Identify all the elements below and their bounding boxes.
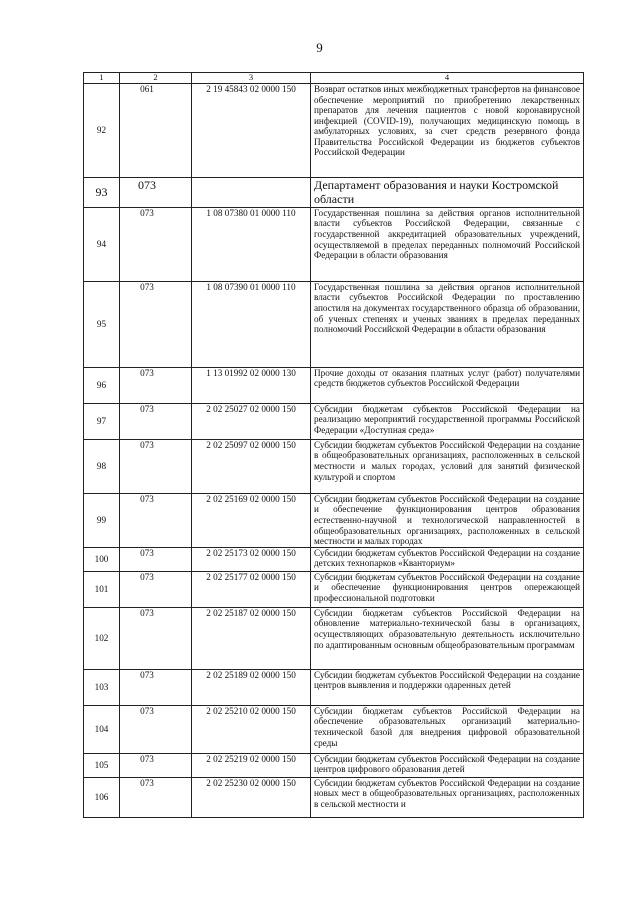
budget-classification-code: 1 08 07380 01 0000 110	[192, 207, 311, 281]
income-description: Субсидии бюджетам субъектов Российской Федерации на реализацию мероприятий государственной программы Российской Федерации «Доступная среда»	[311, 403, 584, 439]
budget-classification-code	[192, 178, 311, 208]
budget-classification-code: 2 02 25219 02 0000 150	[192, 753, 311, 777]
income-description: Возврат остатков иных межбюджетных трансфертов на финансовое обеспечение мероприятий по приобретению лекарственных препаратов для лечения пациентов с новой коронавирусной инфекцией (COVID-19), получающих медицинскую помощь в амбулаторных условиях, за счет средств резервного фонда Правительства Российской Федерации из бюджетов субъектов Российской Федерации	[311, 84, 584, 178]
admin-code: 073	[120, 777, 192, 817]
income-description: Субсидии бюджетам субъектов Российской Федерации на создание центров цифрового образования детей	[311, 753, 584, 777]
row-number: 104	[84, 705, 120, 753]
header-cell-4: 4	[311, 73, 584, 84]
table-row	[84, 777, 584, 817]
row-number: 99	[84, 493, 120, 547]
admin-code: 073	[120, 207, 192, 281]
table-row	[84, 705, 584, 753]
row-number: 103	[84, 669, 120, 705]
budget-classification-code: 2 02 25169 02 0000 150	[192, 493, 311, 547]
row-number: 106	[84, 777, 120, 817]
header-cell-1: 1	[84, 73, 120, 84]
revenue-codes-table	[83, 72, 584, 818]
budget-classification-code: 2 02 25177 02 0000 150	[192, 571, 311, 607]
table-row	[84, 84, 584, 178]
admin-code: 061	[120, 84, 192, 178]
table-row	[84, 439, 584, 493]
admin-code: 073	[120, 705, 192, 753]
income-description: Субсидии бюджетам субъектов Российской Федерации на создание и обеспечение функционирования центров образования естественно-научной и технологической направленностей в общеобразовательных организациях, расположенных в сельской местности и малых городах	[311, 493, 584, 547]
admin-code: 073	[120, 403, 192, 439]
admin-code: 073	[120, 367, 192, 403]
table-row	[84, 753, 584, 777]
row-number: 93	[84, 178, 120, 208]
budget-classification-code: 2 19 45843 02 0000 150	[192, 84, 311, 178]
row-number: 95	[84, 281, 120, 367]
row-number: 105	[84, 753, 120, 777]
budget-classification-code: 2 02 25187 02 0000 150	[192, 607, 311, 669]
budget-classification-code: 2 02 25173 02 0000 150	[192, 547, 311, 571]
admin-code: 073	[120, 439, 192, 493]
header-cell-2: 2	[120, 73, 192, 84]
budget-classification-code: 1 08 07390 01 0000 110	[192, 281, 311, 367]
table-row	[84, 207, 584, 281]
table-row	[84, 178, 584, 208]
table-row	[84, 493, 584, 547]
table-row	[84, 607, 584, 669]
table-row	[84, 547, 584, 571]
income-description: Субсидии бюджетам субъектов Российской Федерации на создание и обеспечение функционирования центров опережающей профессиональной подготовки	[311, 571, 584, 607]
header-cell-3: 3	[192, 73, 311, 84]
row-number: 100	[84, 547, 120, 571]
budget-classification-code: 1 13 01992 02 0000 130	[192, 367, 311, 403]
income-description: Субсидии бюджетам субъектов Российской Федерации на обеспечение образовательных организаций материально-технической базой для внедрения цифровой образовательной среды	[311, 705, 584, 753]
table-row	[84, 669, 584, 705]
admin-code: 073	[120, 281, 192, 367]
admin-code: 073	[120, 753, 192, 777]
admin-code: 073	[120, 547, 192, 571]
row-number: 96	[84, 367, 120, 403]
table-row	[84, 403, 584, 439]
row-number: 97	[84, 403, 120, 439]
income-description: Субсидии бюджетам субъектов Российской Федерации на создание центров выявления и поддержки одаренных детей	[311, 669, 584, 705]
row-number: 98	[84, 439, 120, 493]
income-description: Департамент образования и науки Костромской области	[311, 178, 584, 208]
admin-code: 073	[120, 607, 192, 669]
row-number: 94	[84, 207, 120, 281]
income-description: Субсидии бюджетам субъектов Российской Федерации на создание новых мест в общеобразовательных организациях, расположенных в сельской местности и	[311, 777, 584, 817]
admin-code: 073	[120, 669, 192, 705]
budget-classification-code: 2 02 25230 02 0000 150	[192, 777, 311, 817]
income-description: Субсидии бюджетам субъектов Российской Федерации на обновление материально-технической базы в организациях, осуществляющих образовательную деятельность исключительно по адаптированным основным общеобразовательным программам	[311, 607, 584, 669]
table-row	[84, 281, 584, 367]
page-number: 9	[316, 40, 323, 55]
admin-code: 073	[120, 571, 192, 607]
income-description: Прочие доходы от оказания платных услуг (работ) получателями средств бюджетов субъектов Российской Федерации	[311, 367, 584, 403]
row-number: 92	[84, 84, 120, 178]
admin-code: 073	[120, 493, 192, 547]
table-header-row	[84, 73, 584, 84]
budget-classification-code: 2 02 25097 02 0000 150	[192, 439, 311, 493]
admin-code: 073	[120, 178, 192, 208]
income-description: Государственная пошлина за действия органов исполнительной власти субъектов Российской Федерации по проставлению апостиля на документах государственного образца об образовании, об ученых степенях и ученых званиях в пределах переданных полномочий Российской Федерации в области образования	[311, 281, 584, 367]
income-description: Государственная пошлина за действия органов исполнительной власти субъектов Российской Федерации, связанные с государственной аккредитацией образовательных учреждений, осуществляемой в пределах переданных полномочий Российской Федерации в области образования	[311, 207, 584, 281]
budget-classification-code: 2 02 25027 02 0000 150	[192, 403, 311, 439]
income-description: Субсидии бюджетам субъектов Российской Федерации на создание в общеобразовательных организациях, расположенных в сельской местности и малых городах, условий для занятий физической культурой и спортом	[311, 439, 584, 493]
table-row	[84, 571, 584, 607]
budget-classification-code: 2 02 25210 02 0000 150	[192, 705, 311, 753]
row-number: 102	[84, 607, 120, 669]
budget-classification-code: 2 02 25189 02 0000 150	[192, 669, 311, 705]
table-row	[84, 367, 584, 403]
income-description: Субсидии бюджетам субъектов Российской Федерации на создание детских технопарков «Кванториум»	[311, 547, 584, 571]
row-number: 101	[84, 571, 120, 607]
